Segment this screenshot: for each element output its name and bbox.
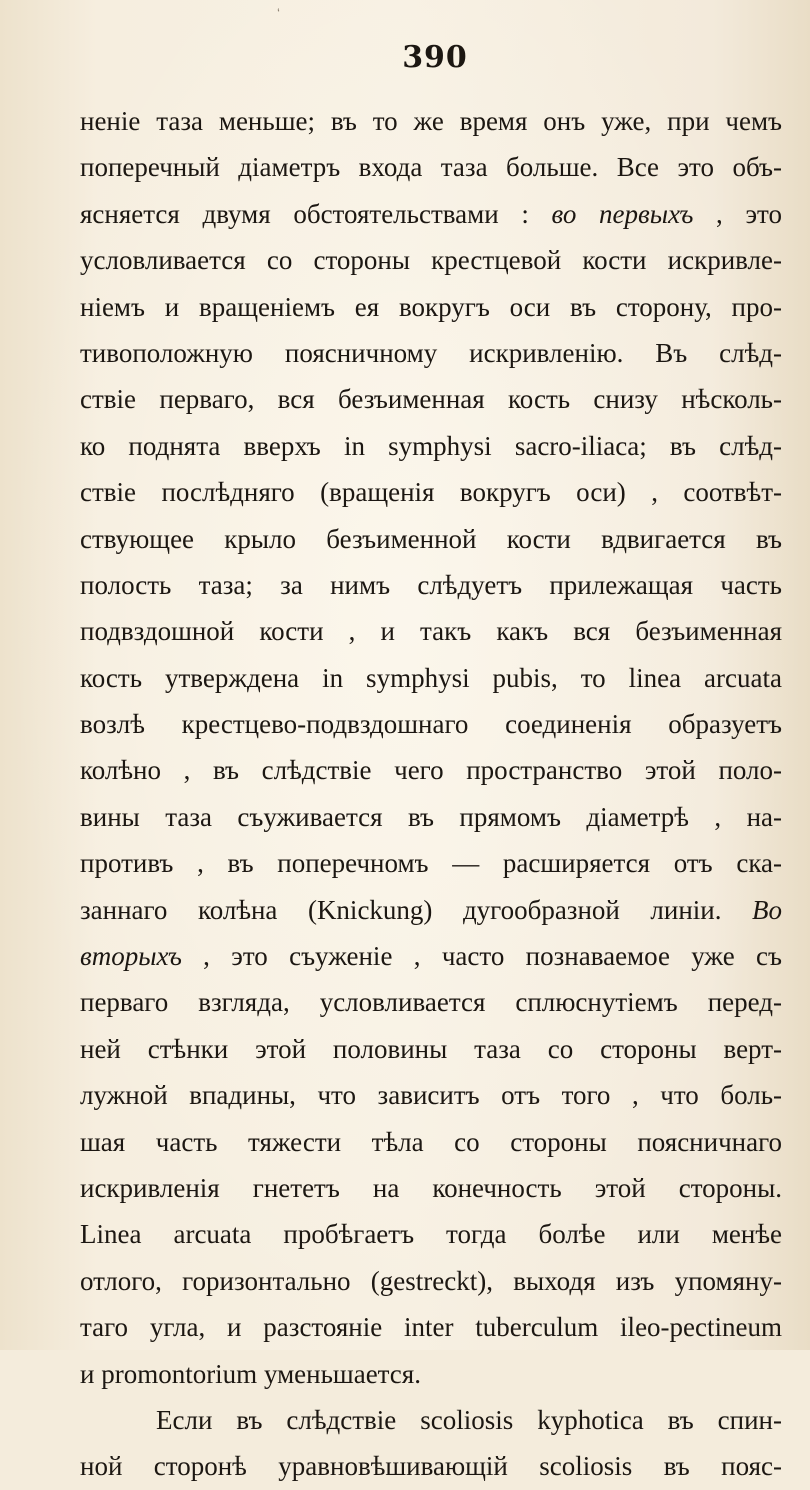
text-line: вины таза съуживается въ прямомъ діаметрѣ , на- <box>80 801 782 832</box>
text-line: поперечный діаметръ входа таза больше. Все это объ- <box>80 152 782 183</box>
text-line: таго угла, и разстояніе inter tuberculum ileo-pectineum <box>80 1312 782 1343</box>
text-line: ніемъ и вращеніемъ ея вокругъ оси въ сторону, про- <box>80 291 782 322</box>
text-line: противъ , въ поперечномъ — расширяется отъ ска- <box>80 848 782 879</box>
text-line: неніе таза меньше; въ то же время онъ уже, при чемъ <box>80 106 782 136</box>
text-line: колѣно , въ слѣдствіе чего пространство этой поло- <box>80 755 782 786</box>
text-line: полость таза; за нимъ слѣдуетъ прилежащая часть <box>80 569 782 600</box>
text-line: вторыхъ , это съуженіе , часто познаваемое уже съ <box>80 941 782 972</box>
ink-mark: ‘ <box>274 5 286 21</box>
text-line: возлѣ крестцево-подвздошнаго соединенія образуетъ <box>80 709 782 740</box>
page-number: 390 <box>402 40 468 75</box>
text-line: ствующее крыло безъименной кости вдвигается въ <box>80 523 782 554</box>
text-line: ко поднята вверхъ in symphysi sacro-iliaca; въ слѣд- <box>80 430 782 461</box>
text-line: заннаго колѣна (Knickung) дугообразной линіи. Во <box>80 894 782 925</box>
text-line: ней стѣнки этой половины таза со стороны верт- <box>80 1033 782 1064</box>
text-line: условливается со стороны крестцевой кости искривле- <box>80 245 782 276</box>
text-line: и promontorium уменьшается. <box>80 1358 421 1389</box>
body-text <box>80 98 782 1490</box>
text-line: ясняется двумя обстоятельствами : во первыхъ , это <box>80 198 782 229</box>
text-line: лужной впадины, что зависитъ отъ того , что боль- <box>80 1080 782 1111</box>
text-line: ствіе перваго, вся безъименная кость снизу нѣсколь- <box>80 384 782 415</box>
text-line: ствіе послѣдняго (вращенія вокругъ оси) , соотвѣт- <box>80 477 782 508</box>
text-line: тивоположную поясничному искривленію. Въ слѣд- <box>80 337 782 368</box>
text-line: отлого, горизонтально (gestreckt), выходя изъ упомяну- <box>80 1265 782 1296</box>
italic-phrase: Во <box>752 894 782 925</box>
text-line: кость утверждена in symphysi pubis, то linea arcuata <box>80 662 782 693</box>
text-line: искривленія гнететъ на конечность этой стороны. <box>80 1172 782 1203</box>
text-line: шая часть тяжести тѣла со стороны поясничнаго <box>80 1126 782 1157</box>
text-line: ной сторонѣ уравновѣшивающій scoliosis въ пояс- <box>80 1451 782 1482</box>
text-line: Если въ слѣдствіе scoliosis kyphotica въ спин- <box>156 1404 782 1435</box>
text-line: перваго взгляда, условливается сплюснутіемъ перед- <box>80 987 782 1018</box>
italic-phrase: вторыхъ <box>80 941 182 972</box>
italic-phrase: во первыхъ <box>551 198 694 229</box>
text-line: Linea arcuata пробѣгаетъ тогда болѣе или менѣе <box>80 1219 782 1250</box>
text-line: подвздошной кости , и такъ какъ вся безъименная <box>80 616 782 647</box>
